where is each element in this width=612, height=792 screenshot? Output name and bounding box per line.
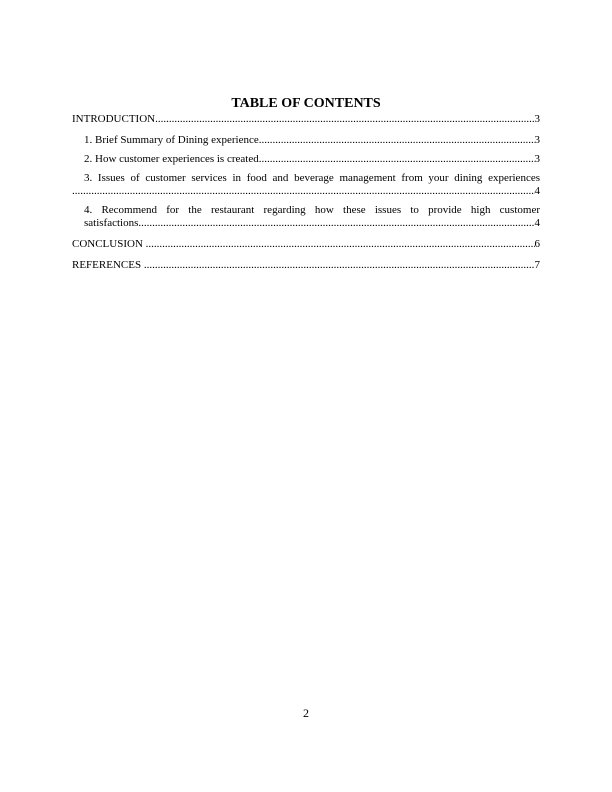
toc-entry-label: INTRODUCTION [72, 113, 156, 125]
toc-entry-page: 3 [534, 134, 540, 146]
toc-entry-introduction[interactable] [72, 113, 540, 126]
toc-title: TABLE OF CONTENTS [231, 96, 381, 111]
toc-entry-label: 3. Issues of customer services in food and beverage management from your dining experiences [84, 172, 540, 184]
toc-entry-page: 3 [534, 153, 540, 165]
toc-leader-dots [155, 113, 534, 126]
toc-entry-page: 4 [534, 217, 540, 229]
toc-leader-dots [138, 217, 534, 230]
toc-entry-label-line1: 4. Recommend for the restaurant regarding how these issues to provide high customer [84, 204, 540, 216]
toc-entry-label: CONCLUSION [72, 238, 146, 250]
toc-entry-page: 4 [534, 185, 540, 197]
toc-entry-brief-summary[interactable] [84, 134, 540, 147]
toc-entry-customer-experiences[interactable] [84, 153, 540, 166]
toc-entry-page: 7 [534, 259, 540, 271]
toc-entry-label: REFERENCES [72, 259, 144, 271]
toc-leader-dots [259, 134, 535, 147]
toc-entry-recommendations[interactable] [84, 204, 540, 230]
toc-leader-dots [144, 259, 535, 272]
toc-leader-dots [146, 238, 535, 251]
toc-leader-dots [259, 153, 535, 166]
toc-leader-dots [72, 185, 535, 198]
toc-entry-issues[interactable] [84, 172, 540, 198]
toc-entry-page: 6 [534, 238, 540, 250]
toc-entry-references[interactable] [72, 259, 540, 272]
toc-entry-conclusion[interactable] [72, 238, 540, 251]
toc-entry-label: 1. Brief Summary of Dining experience [84, 134, 259, 146]
table-of-contents [72, 113, 540, 272]
toc-entry-label: 2. How customer experiences is created [84, 153, 259, 165]
page-number: 2 [303, 706, 309, 720]
toc-entry-label-line2: satisfactions [84, 217, 139, 229]
toc-entry-page: 3 [534, 113, 540, 125]
